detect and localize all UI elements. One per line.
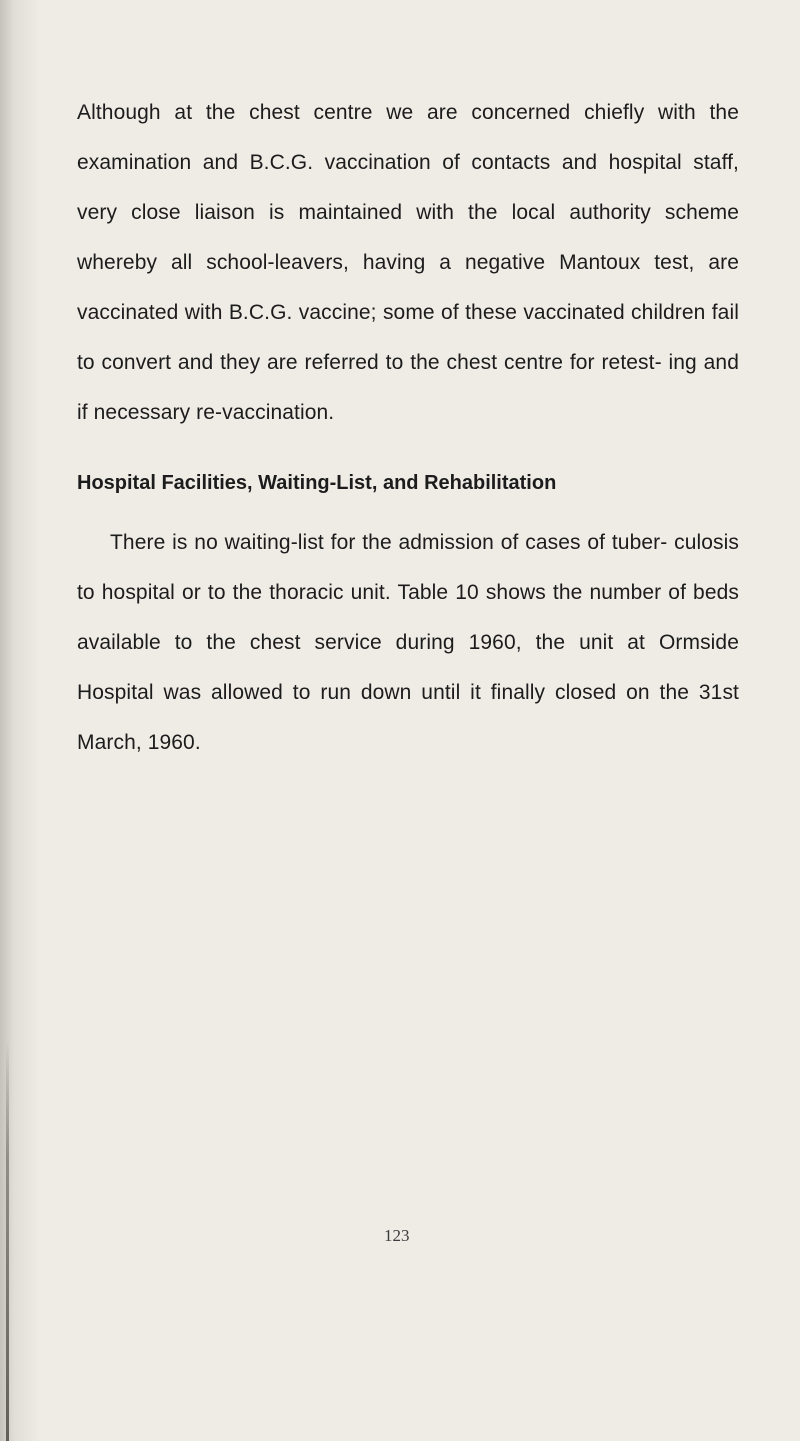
body-paragraph-bcg-vaccination: Although at the chest centre we are concerned chiefly with the examination and B.C.G. vaccination of contacts and hospital staff, very close liaison is maintained with the local authority scheme whereby all school-leavers, having a negative Mantoux test, are vaccinated with B.C.G. vaccine; some of these vaccinated children fail to convert and they are referred to the chest centre for retest- ing and if necessary re-vaccination.: [77, 101, 739, 424]
section-heading: Hospital Facilities, Waiting-List, and Rehabilitation: [77, 472, 557, 494]
page-number: 123: [384, 1226, 410, 1245]
binding-shadow: [6, 1040, 9, 1441]
body-paragraph-waiting-list: There is no waiting-list for the admission of cases of tuber- culosis to hospital or to the thoracic unit. Table 10 shows the number of beds available to the chest service during 1960, the unit at Ormside Hospital was allowed to run down until it finally closed on the 31st March, 1960.: [77, 531, 739, 754]
